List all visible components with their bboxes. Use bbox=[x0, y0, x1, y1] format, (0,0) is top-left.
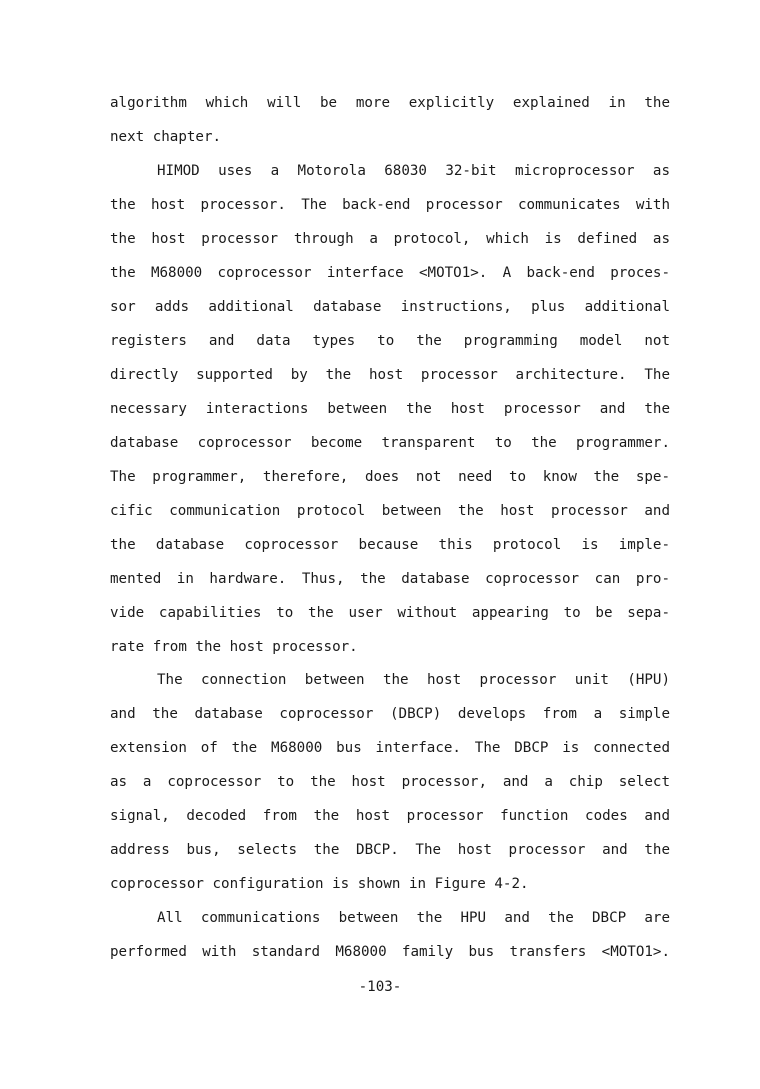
text-line: registers and data types to the programming model not bbox=[110, 333, 670, 349]
text-line: HIMOD uses a Motorola 68030 32-bit microprocessor as bbox=[157, 163, 670, 179]
text-line: next chapter. bbox=[110, 129, 222, 145]
text-line: database coprocessor become transparent to the programmer. bbox=[110, 435, 670, 451]
text-line: the database coprocessor because this protocol is imple- bbox=[110, 537, 670, 553]
text-line: rate from the host processor. bbox=[110, 639, 358, 655]
text-line: mented in hardware. Thus, the database coprocessor can pro- bbox=[110, 571, 670, 587]
text-line: and the database coprocessor (DBCP) develops from a simple bbox=[110, 706, 670, 722]
text-line: as a coprocessor to the host processor, and a chip select bbox=[110, 774, 670, 790]
text-line: signal, decoded from the host processor function codes and bbox=[110, 808, 670, 824]
text-line: algorithm which will be more explicitly explained in the bbox=[110, 95, 670, 111]
text-line: performed with standard M68000 family bus transfers <MOTO1>. bbox=[110, 944, 670, 960]
text-line: the host processor through a protocol, which is defined as bbox=[110, 231, 670, 247]
text-line: cific communication protocol between the host processor and bbox=[110, 503, 670, 519]
text-line: directly supported by the host processor architecture. The bbox=[110, 367, 670, 383]
text-line: The connection between the host processor unit (HPU) bbox=[157, 672, 670, 688]
text-line: necessary interactions between the host processor and the bbox=[110, 401, 670, 417]
text-line: vide capabilities to the user without appearing to be sepa- bbox=[110, 605, 670, 621]
page-number: -103- bbox=[358, 979, 402, 995]
text-line: All communications between the HPU and the DBCP are bbox=[157, 910, 670, 926]
text-line: sor adds additional database instructions, plus additional bbox=[110, 299, 670, 315]
text-line: The programmer, therefore, does not need to know the spe- bbox=[110, 469, 670, 485]
text-line: the host processor. The back-end processor communicates with bbox=[110, 197, 670, 213]
text-line: address bus, selects the DBCP. The host processor and the bbox=[110, 842, 670, 858]
text-line: the M68000 coprocessor interface <MOTO1>. A back-end proces- bbox=[110, 265, 670, 281]
text-line: extension of the M68000 bus interface. The DBCP is connected bbox=[110, 740, 670, 756]
text-line: coprocessor configuration is shown in Figure 4-2. bbox=[110, 876, 529, 892]
